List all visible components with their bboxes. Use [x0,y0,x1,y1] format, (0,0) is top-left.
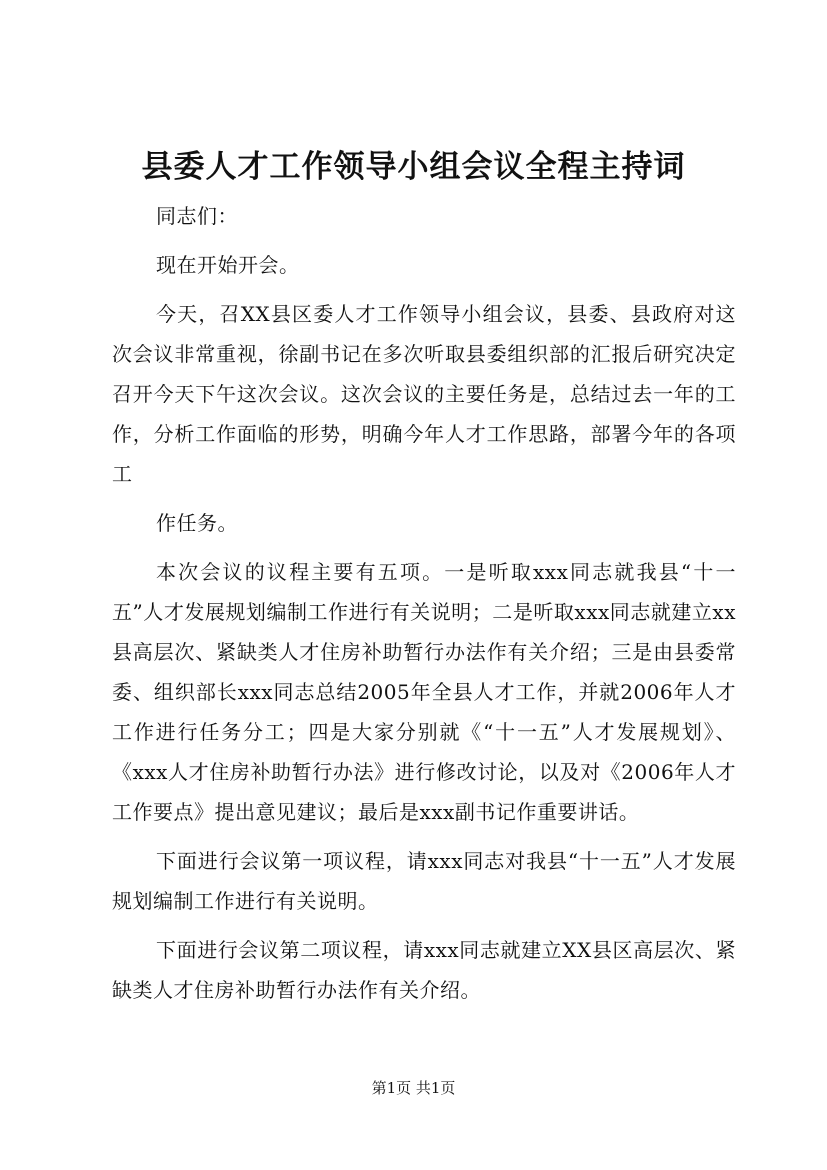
paragraph-purpose: 今天，召XX县区委人才工作领导小组会议，县委、县政府对这次会议非常重视，徐副书记在多次听取县委组织部的汇报后研究决定召开今天下午这次会议。这次会议的主要任务是，总结过去一年的工作，分析工作面临的形势，明确今年人才工作思路，部署今年的各项工 [112,302,736,486]
paragraph-agenda-item-2: 下面进行会议第二项议程，请xxx同志就建立XX县区高层次、紧缺类人才住房补助暂行办法作有关介绍。 [112,938,736,1002]
document-body [112,196,736,1019]
paragraph-greeting: 同志们： [156,204,238,228]
paragraph-opening: 现在开始开会。 [156,253,300,277]
paragraph-agenda-item-1: 下面进行会议第一项议程，请xxx同志对我县“十一五”人才发展规划编制工作进行有关说明。 [112,849,736,913]
page-footer: 第1页 共1页 [371,1079,456,1097]
paragraph-purpose-continued: 作任务。 [156,511,238,535]
document-title: 县委人才工作领导小组会议全程主持词 [141,149,686,185]
paragraph-agenda: 本次会议的议程主要有五项。一是听取xxx同志就我县“十一五”人才发展规划编制工作进行有关说明；二是听取xxx同志就建立xx县高层次、紧缺类人才住房补助暂行办法作有关介绍；三是由县委常委、组织部长xxx同志总结2005年全县人才工作，并就2006年人才工作进行任务分工；四是大家分别就《“十一五”人才发展规划》、《xxx人才住房补助暂行办法》进行修改讨论，以及对《2006年人才工作要点》提出意见建议；最后是xxx副书记作重要讲话。 [112,560,736,824]
